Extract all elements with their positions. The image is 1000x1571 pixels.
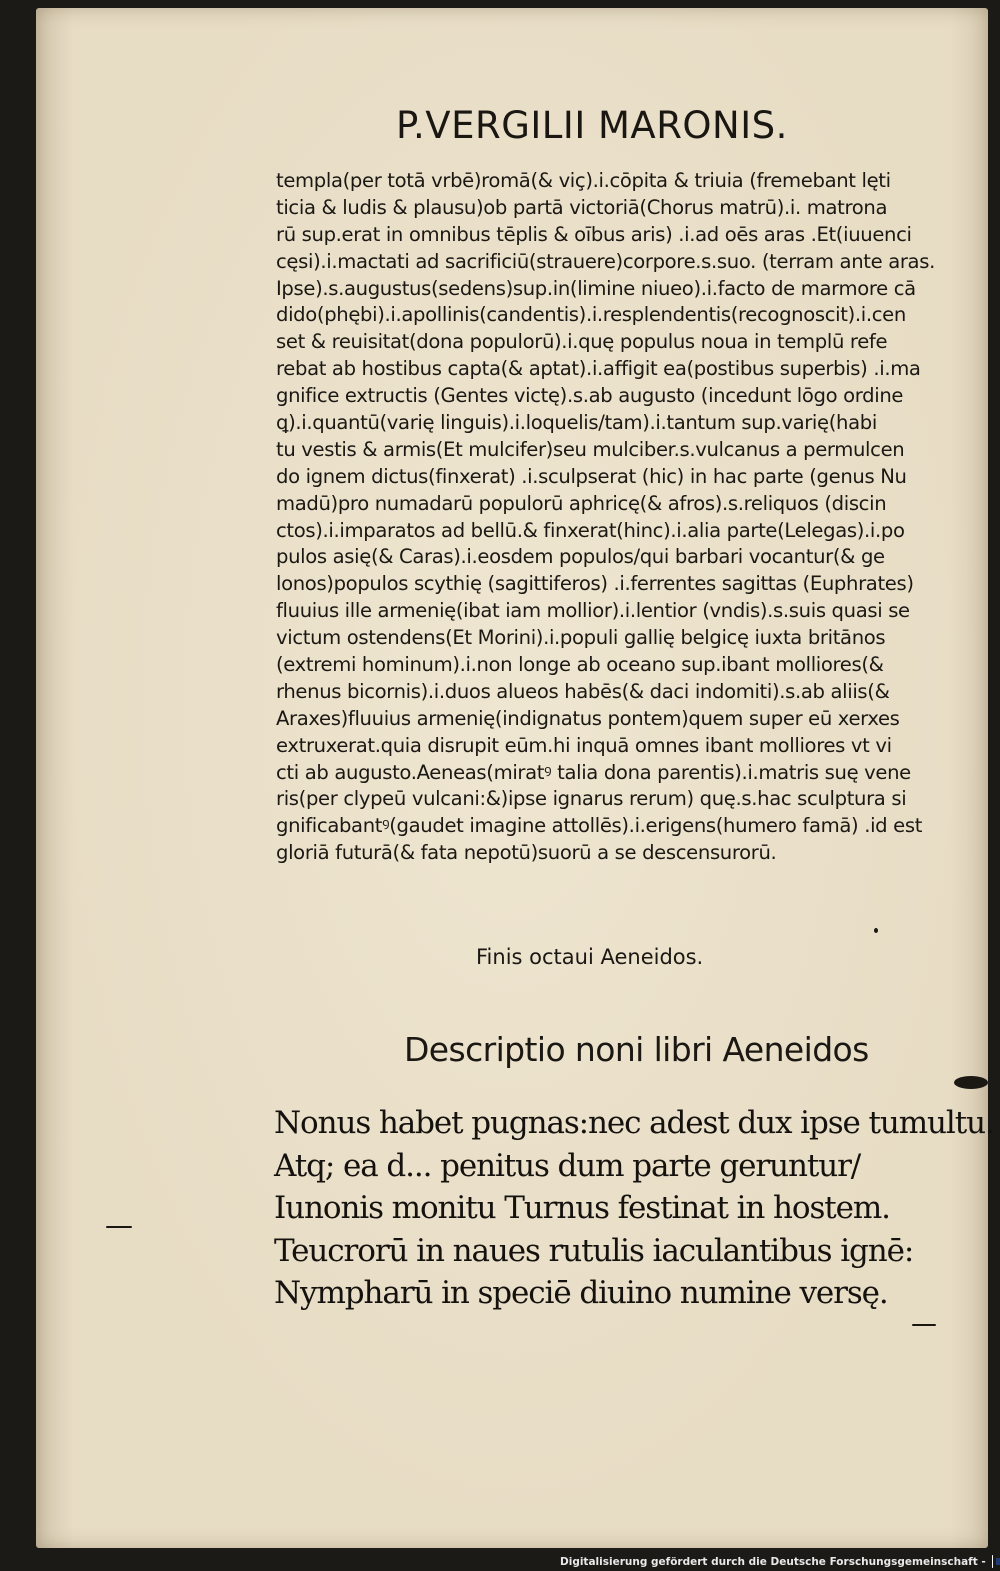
commentary-line: dido(phębi).i.apollinis(candentis).i.resplendentis(recognoscit).i.cen xyxy=(276,303,906,327)
commentary-line: ticia & ludis & plausu)ob partā victoriā(Chorus matrū).i. matrona xyxy=(276,195,888,219)
section-heading: Descriptio noni libri Aeneidos xyxy=(404,1030,869,1069)
commentary-line: lonos)populos scythię (sagittiferos) .i.ferrentes sagittas (Euphrates) xyxy=(276,572,914,596)
commentary-line: rū sup.erat in omnibus tēplis & oībus aris) .i.ad oēs aras .Et(iuuenci xyxy=(276,222,912,246)
finis-line: Finis octaui Aeneidos. xyxy=(476,945,704,969)
commentary-line: cti ab augusto.Aeneas(miratꝰ talia dona parentis).i.matris suę vene xyxy=(276,760,911,784)
verse-line: Nympharū in speciē diuino numine versę. xyxy=(274,1275,888,1311)
book-page xyxy=(36,8,994,1548)
verse-line: Nonus habet pugnas:nec adest dux ipse tumultu. xyxy=(274,1105,994,1141)
commentary-line: rhenus bicornis).i.duos alueos habēs(& daci indomiti).s.ab aliis(& xyxy=(276,679,890,703)
commentary-line: gnifice extructis (Gentes victę).s.ab augusto (incedunt lōgo ordine xyxy=(276,384,904,408)
commentary-line: fluuius ille armenię(ibat iam mollior).i.lentior (vndis).s.suis quasi se xyxy=(276,599,910,623)
verse-line: Iunonis monitu Turnus festinat in hostem. xyxy=(274,1190,890,1226)
commentary-line: gloriā futurā(& fata nepotū)suorū a se descensurorū. xyxy=(276,841,777,865)
commentary-line: extruxerat.quia disrupit eūm.hi inquā omnes ibant molliores vt vi xyxy=(276,733,892,757)
running-head: P.VERGILII MARONIS. xyxy=(396,104,788,147)
commentary-line: tu vestis & armis(Et mulcifer)seu mulciber.s.vulcanus a permulcen xyxy=(276,437,905,461)
verse-line: Atq; ea d... penitus dum parte geruntur/ xyxy=(274,1147,861,1184)
commentary-line: templa(per totā vrbē)romā(& viç).i.cōpita & triuia (fremebant lęti xyxy=(276,169,891,192)
commentary-line: Araxes)fluuius armenię(indignatus pontem)quem super eū xerxes xyxy=(276,706,900,730)
commentary-line: victum ostendens(Et Morini).i.populi gallię belgicę iuxta britānos xyxy=(276,626,886,650)
commentary-line: rebat ab hostibus capta(& aptat).i.affigit ea(postibus superbis) .i.ma xyxy=(276,357,921,381)
ink-mark xyxy=(912,1324,936,1326)
commentary-line: gnificabantꝰ(gaudet imagine attollēs).i.erigens(humero famā) .id est xyxy=(276,814,923,838)
commentary-line: do ignem dictus(finxerat) .i.sculpserat (hic) in hac parte (genus Nu xyxy=(276,464,907,488)
verse-line: Teucrorū in naues rutulis iaculantibus ignē: xyxy=(274,1232,914,1269)
ink-speck xyxy=(874,928,878,933)
commentary-line: ꝗ).i.quantū(varię linguis).i.loquelis/tam).i.tantum sup.varię(habi xyxy=(276,411,877,435)
commentary-line: pulos asię(& Caras).i.eosdem populos/qui barbari vocantur(& ge xyxy=(276,545,885,569)
commentary-block xyxy=(276,168,992,867)
commentary-line: (extremi hominum).i.non longe ab oceano sup.ibant molliores(& xyxy=(276,653,884,677)
commentary-line: Ipse).s.augustus(sedens)sup.in(limine niueo).i.facto de marmore cā xyxy=(276,276,916,300)
ink-blot xyxy=(954,1076,988,1089)
commentary-line: madū)pro numadarū populorū aphricę(& afros).s.reliquos (discin xyxy=(276,491,887,515)
commentary-line: cęsi).i.mactati ad sacrificiū(strauere)corpore.s.suo. (terram ante aras. xyxy=(276,249,935,273)
ink-mark xyxy=(106,1226,132,1228)
commentary-line: ctos).i.imparatos ad bellū.& finxerat(hinc).i.alia parte(Lelegas).i.po xyxy=(276,518,905,542)
digitization-footer xyxy=(560,1552,992,1571)
commentary-line: ris(per clypeū vulcani:&)ipse ignarus rerum) quę.s.hac sculptura si xyxy=(276,787,907,811)
commentary-line: set & reuisitat(dona populorū).i.quę populus noua in templū refe xyxy=(276,330,888,354)
funding-credit: Digitalisierung gefördert durch die Deutsche Forschungsgemeinschaft - xyxy=(560,1555,986,1568)
verse-argument xyxy=(274,1102,994,1315)
